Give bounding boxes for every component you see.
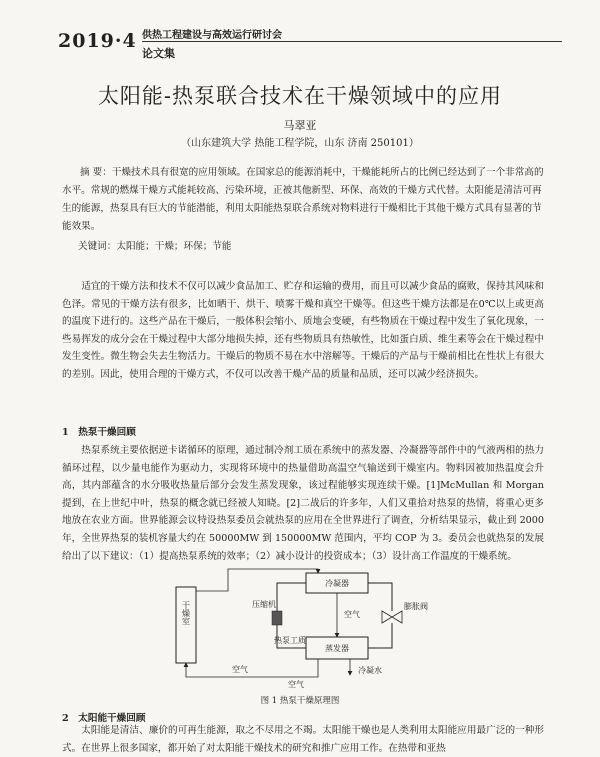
journal-name: 供热工程建设与高效运行研讨会 [142, 30, 282, 41]
expansion-valve-symbol [382, 611, 402, 623]
intro-paragraph: 适宜的干燥方法和技术不仅可以减少食品加工、贮存和运输的费用，而且可以减少食品的腐败，保持其风味和色泽。常见的干燥方法有很多，比如晒干、烘干、喷雾干燥和真空干燥等。但这些干燥方法都是在0℃以上或更高的温度下进行的。这些产品在干燥后，一般体积会缩小、质地会变硬，有些物质在干燥过程中发生了氧化现象，一些易挥发的成分会在干燥过程中大部分地损失掉，还有些物质具有热敏性，比如蛋白质、维生素等会在干燥过程中发生变性。微生物会失去生物活力。干燥后的物质不易在水中溶解等。干燥后的产品与干燥前相比在性状上有很大的差别。因此，使用合理的干燥方式，不仅可以改善干燥产品的质量和品质，还可以减少经济损失。 [62, 281, 544, 380]
air-label-bottom: 空气 [288, 680, 304, 689]
author-affiliation: （山东建筑大学 热能工程学院，山东 济南 250101） [181, 138, 419, 149]
dryer-box [176, 587, 196, 663]
compressor-symbol [272, 611, 282, 625]
dryer-label: 干燥室 [181, 601, 191, 625]
keywords-text: 太阳能；干燥；环保；节能 [116, 241, 232, 252]
keywords-label: 关键词： [78, 241, 117, 252]
header-rule [142, 41, 562, 42]
section1-paragraph: 热泵系统主要依据逆卡诺循环的原理，通过制冷剂工质在系统中的蒸发器、冷凝器等部件中的气液两相的热力循环过程，以少量电能作为驱动力，实现将环境中的热量借助高温空气输送到干燥室内。物料因被加热温度会升高，其内部蕴含的水分吸收热量后部分会发生蒸发现象，该过程能够实现连续干燥。[1]McMullan 和 Morgan 提到，在上世纪中叶，热泵的概念就已经被人知晓。[2]二战后的许多年，人们又重拾对热泵的热情，将重心更多地放在农业方面。世界能源会议特设热泵委员会就热泵的应用在全世界进行了调查，分析结果显示，截止到 2000 年，全世界热泵的装机容量大约在 50000MW 到 150000MW 范围内，平均 COP 为 3。委员会也就热泵的发展给出了以下建议：（1）提高热泵系统的效率；（2）减小设计的投资成本；（3）设计高工作温度的干燥系统。 [62, 445, 544, 562]
air-label-left: 空气 [232, 665, 248, 674]
air-flow-bottom [186, 659, 318, 677]
heat-pump-dryer-diagram [168, 565, 433, 690]
section2-heading: 2 太阳能干燥回顾 [62, 713, 146, 724]
abstract [62, 164, 544, 236]
figure-caption: 图 1 热泵干燥原理图 [260, 696, 340, 706]
compressor-label: 压缩机 [252, 600, 276, 609]
evaporator-label: 蒸发器 [325, 644, 349, 653]
section2-paragraph: 太阳能是清洁、廉价的可再生能源，取之不尽用之不竭。太阳能干燥也是人类利用太阳能应用最广泛的一种形式。在世界上很多国家，都开始了对太阳能干燥技术的研究和推广应用工作。在热带和亚热 [62, 725, 544, 754]
condensate-label: 冷凝水 [358, 666, 382, 675]
air-flow-top [196, 569, 318, 591]
section-label: 论文集 [142, 47, 175, 60]
author-name: 马翠亚 [283, 119, 317, 132]
section1-heading: 1 热泵干燥回顾 [62, 427, 136, 438]
condenser-label: 冷凝器 [325, 579, 349, 588]
abstract-text: 干燥技术具有很宽的应用领域。在国家总的能源消耗中，干燥能耗所占的比例已经达到了一个非常高的水平。常规的燃煤干燥方式能耗较高、污染环境，正被其他新型、环保、高效的干燥方式代替。太阳能是清洁可再生的能源，热泵具有巨大的节能潜能，利用太阳能热泵联合系统对物料进行干燥相比于其他干燥方式具有显著的节能效果。 [62, 167, 544, 232]
working-fluid-label: 热泵工质 [274, 636, 306, 645]
keywords [78, 238, 232, 252]
abstract-label: 摘 要： [80, 167, 112, 178]
article-title: 太阳能-热泵联合技术在干燥领域中的应用 [97, 84, 503, 108]
expansion-valve-label: 膨胀阀 [404, 602, 428, 611]
air-label-top: 空气 [344, 610, 360, 619]
issue-year: 2019·4 [58, 30, 137, 52]
